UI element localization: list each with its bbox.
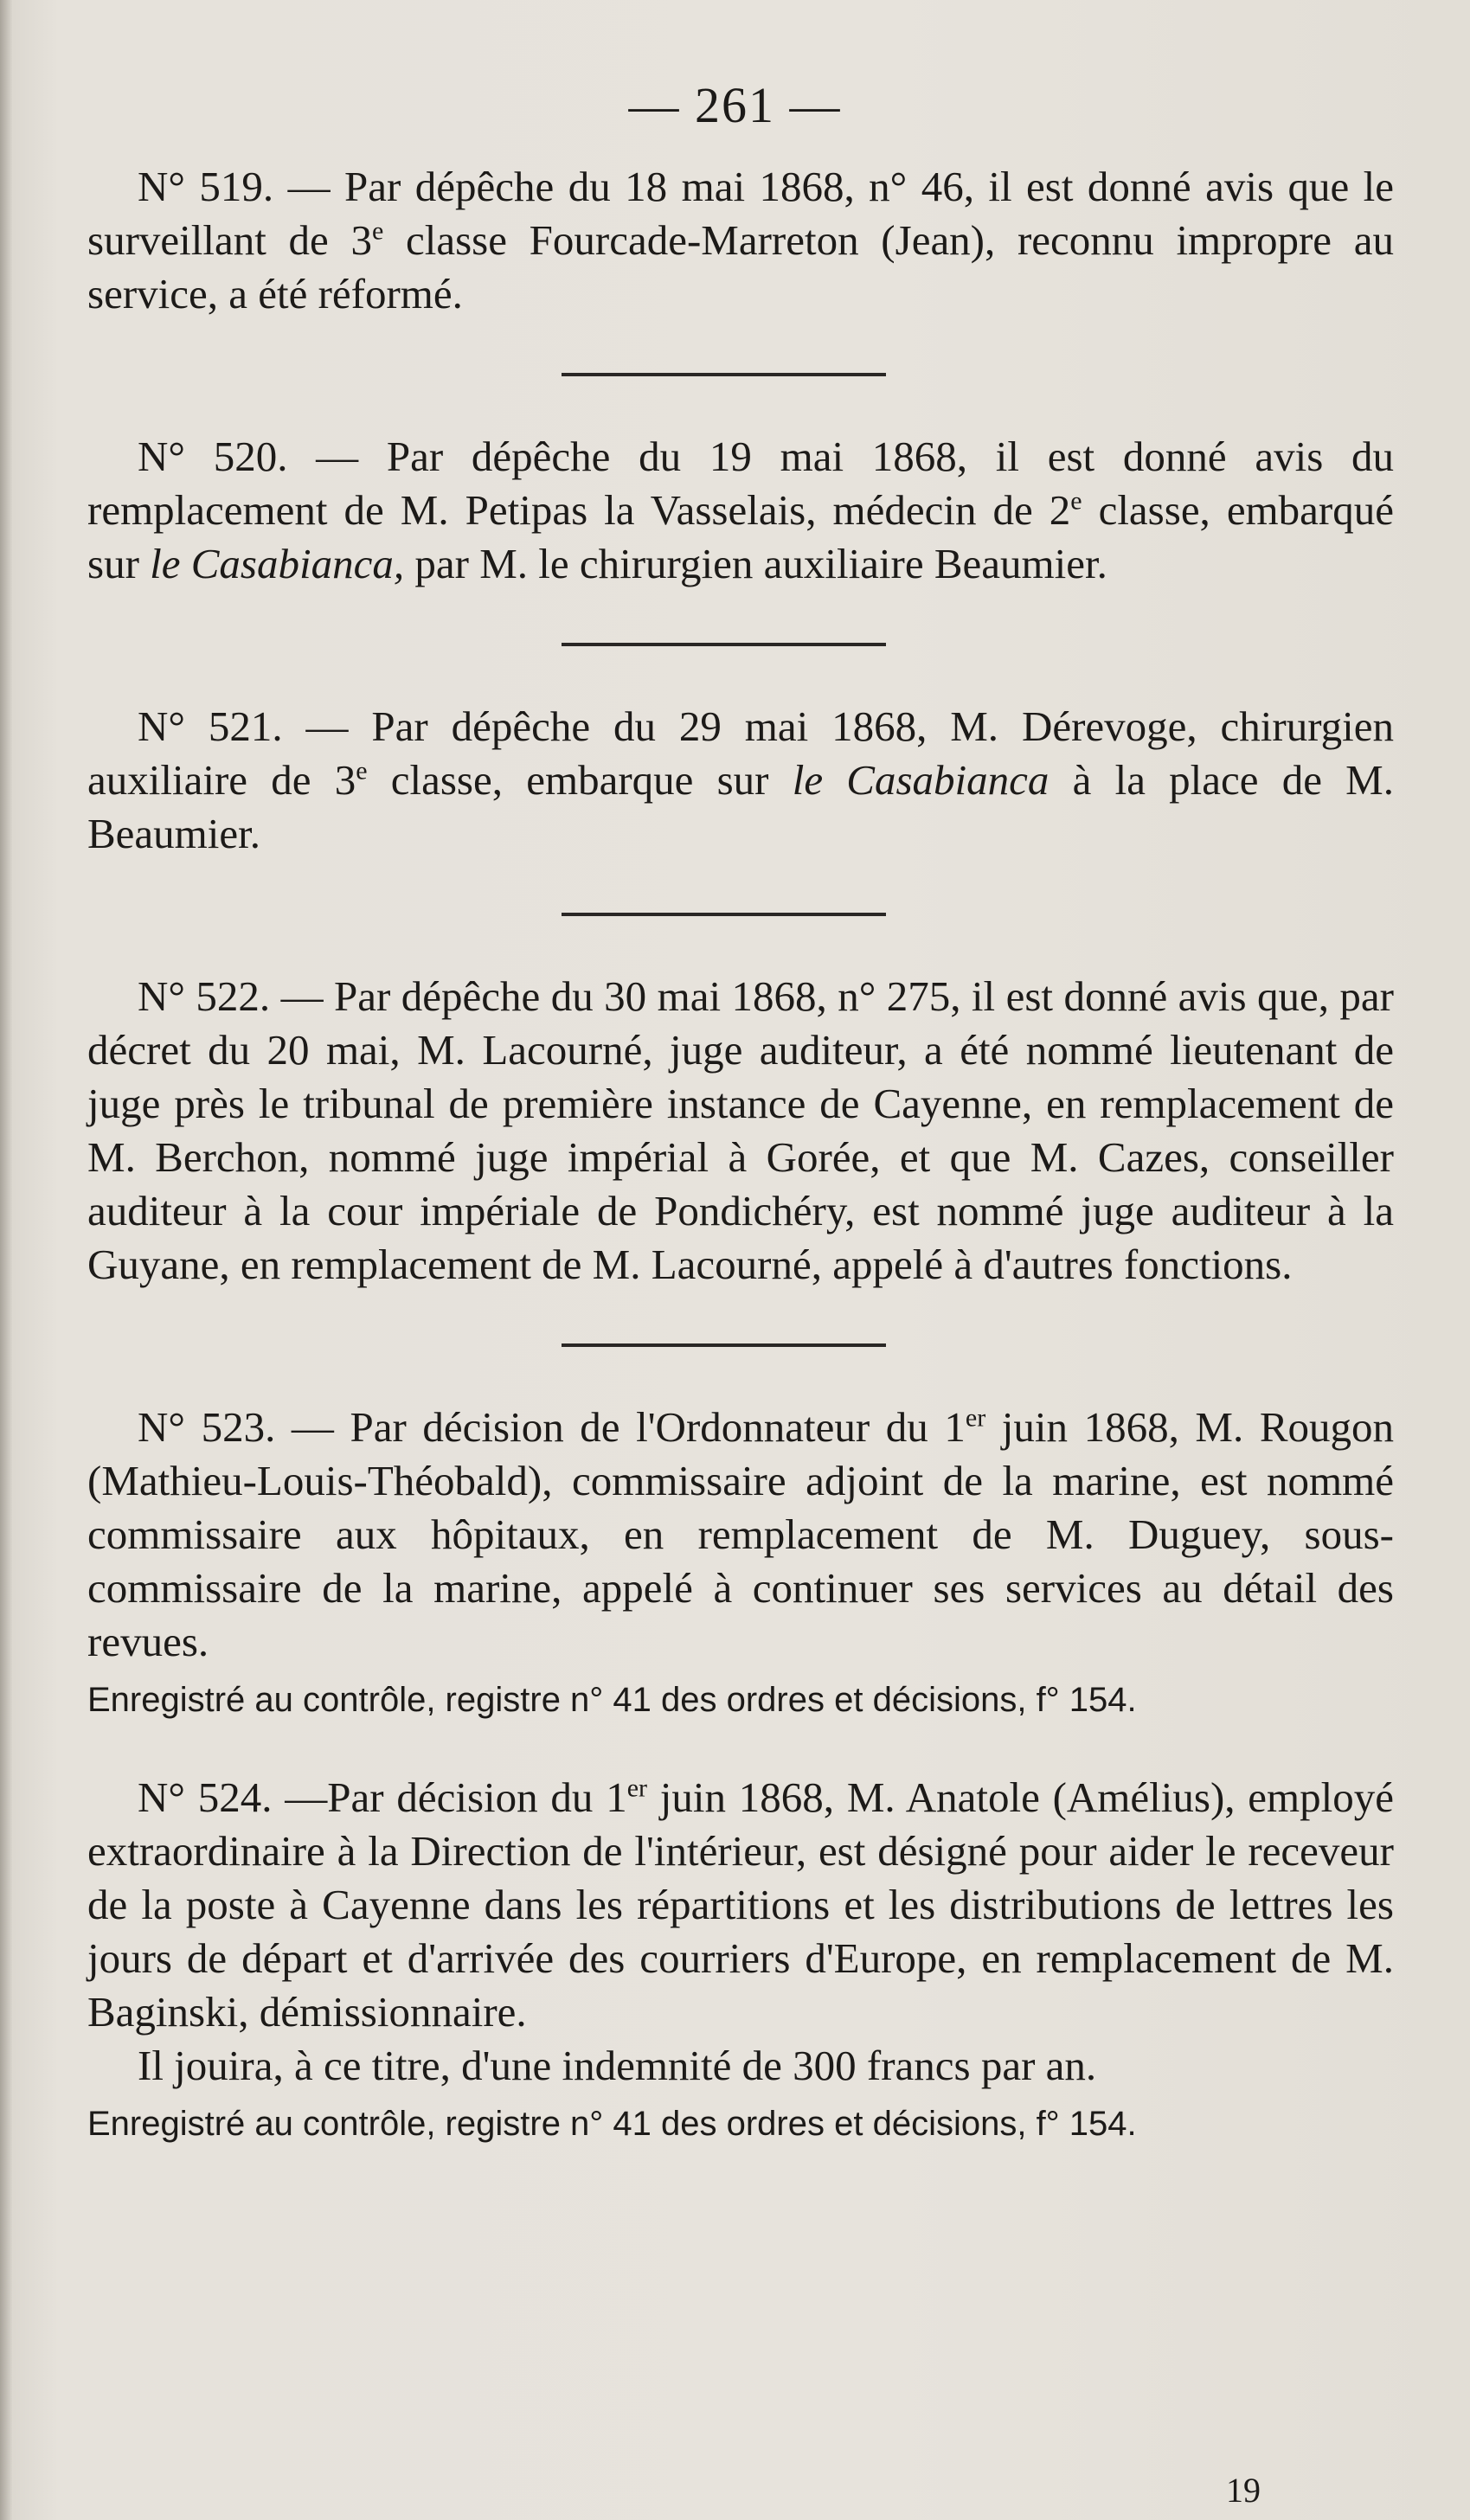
entry-text: — Par dépêche du 18 mai 1868, n° 46, il est donné avis que le surveillant de 3 — [87, 163, 1394, 264]
entry-number: N° 519. — [138, 163, 274, 210]
entry-text: —Par décision du 1 — [272, 1773, 627, 1821]
entry-text-after: classe Fourcade-Marreton (Jean), reconnu impropre au service, a été réformé. — [87, 216, 1394, 317]
entry-519 — [87, 160, 1394, 321]
entry-number: N° 521. — [138, 702, 283, 750]
entry-521 — [87, 700, 1394, 861]
registry-note: Enregistré au contrôle, registre n° 41 des ordres et décisions, f° 154. — [87, 1681, 1137, 1719]
entry-text: — Par dépêche du 19 mai 1868, il est donné avis du remplacement de M. Petipas la Vasselais, médecin de 2 — [87, 433, 1394, 534]
entry-text: — Par décision de l'Ordonnateur du 1 — [275, 1403, 966, 1451]
entry-number: N° 524. — [138, 1773, 273, 1821]
entry-text-after: à la place de M. Beaumier. — [87, 756, 1395, 857]
ship-name: le Casabianca — [792, 756, 1050, 804]
superscript: er — [965, 1403, 986, 1433]
entry-522 — [87, 970, 1394, 1292]
entry-text-mid: classe, embarqué sur — [87, 486, 1394, 587]
entry-additional-paragraph: Il jouira, à ce titre, d'une indemnité de 300 francs par an. — [138, 2042, 1097, 2089]
page-number-header: — 261 — — [628, 77, 842, 133]
separator-rule — [562, 373, 886, 376]
superscript: er — [626, 1773, 648, 1803]
signature-mark: 19 — [1226, 2471, 1261, 2510]
page-edge — [0, 0, 12, 2520]
entry-number: N° 523. — [138, 1403, 276, 1451]
separator-rule — [562, 913, 886, 916]
entry-520 — [87, 430, 1394, 591]
entry-text-after: par M. le chirurgien auxiliaire Beaumier. — [404, 540, 1107, 587]
entry-number: N° 522. — [138, 972, 271, 1020]
ship-name: le Casabianca, — [150, 540, 405, 587]
entry-524 — [87, 1771, 1394, 2039]
superscript: e — [356, 756, 368, 785]
superscript: e — [371, 216, 384, 246]
entry-text-mid: classe, embarque sur — [367, 756, 793, 804]
registry-note: Enregistré au contrôle, registre n° 41 des ordres et décisions, f° 154. — [87, 2105, 1137, 2143]
entry-text: — Par dépêche du 30 mai 1868, n° 275, il est donné avis que, par décret du 20 mai, M. Lacourné, juge auditeur, a été nommé lieutenant de juge près le tribunal de première instance de Cayenne, en remplacement de M. Berchon, nommé juge impérial à Gorée, et que M. Cazes, conseiller auditeur à la cour impériale de Pondichéry, est nommé juge auditeur à la Guyane, en remplacement de M. Lacourné, appelé à d'autres fonctions. — [87, 972, 1394, 1288]
document-body — [87, 160, 1394, 2150]
separator-rule — [562, 1343, 886, 1347]
superscript: e — [1070, 486, 1082, 516]
entry-text: — Par dépêche du 29 mai 1868, M. Dérevoge, chirurgien auxiliaire de 3 — [87, 702, 1395, 804]
entry-523 — [87, 1401, 1394, 1669]
entry-number: N° 520. — [138, 433, 288, 480]
entry-text-after: juin 1868, M. Anatole (Amélius), employé extraordinaire à la Direction de l'intérieur, est désigné pour aider le receveur de la poste à Cayenne dans les répartitions et les distributions de lettres les jours de départ et d'arrivée des courriers d'Europe, en remplacement de M. Baginski, démissionnaire. — [87, 1773, 1395, 2036]
entry-text-after: juin 1868, M. Rougon (Mathieu-Louis-Théobald), commissaire adjoint de la marine, est nommé commissaire aux hôpitaux, en remplacement de M. Duguey, sous-commissaire de la marine, appelé à continuer ses services au détail des revues. — [87, 1403, 1395, 1665]
separator-rule — [562, 643, 886, 646]
